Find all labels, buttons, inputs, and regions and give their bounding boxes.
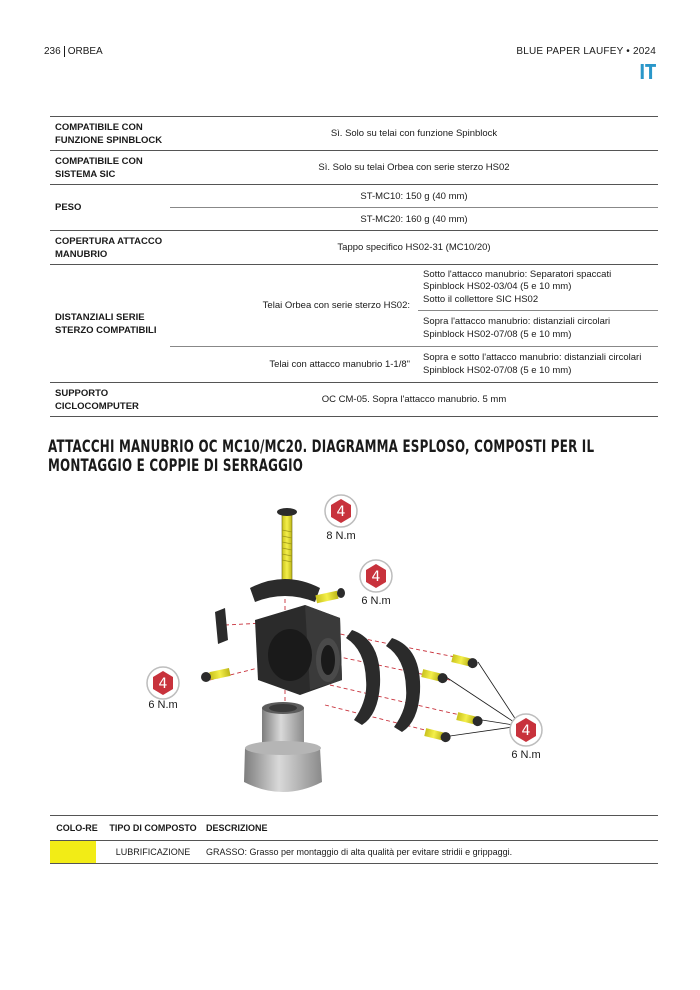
callout-upper-right — [360, 560, 392, 607]
spec-value: ST-MC20: 160 g (40 mm) — [170, 208, 658, 231]
spec-line: Sotto l'attacco manubrio: Separatori spaccati — [423, 268, 612, 280]
spec-line: Sotto il collettore SIC HS02 — [423, 293, 539, 305]
spec-value: Sì. Solo su telai con funzione Spinblock — [330, 128, 498, 139]
page-number: 236 — [44, 46, 61, 57]
spec-line: Sopra l'attacco manubrio: distanziali circolari — [423, 316, 611, 327]
callout-num: 4 — [371, 569, 381, 585]
grease-swatch — [50, 841, 96, 863]
legend-header-desc: DESCRIZIONE — [206, 823, 268, 833]
callout-torque: 6 N.m — [361, 595, 391, 607]
legend-color-swatch — [50, 841, 104, 864]
spec-label: DISTANZIALI SERIE STERZO COMPATIBILI — [55, 311, 157, 336]
page-header-left — [44, 46, 103, 57]
callout-right — [510, 714, 542, 761]
spec-line: Sopra e sotto l'attacco manubrio: distanziali circolari — [423, 352, 642, 363]
callout-torque: 6 N.m — [148, 699, 178, 711]
clamp-bolts — [421, 653, 484, 743]
spec-value: OC CM-05. Sopra l'attacco manubrio. 5 mm — [321, 394, 507, 405]
spec-row-sic — [50, 151, 658, 185]
callout-num: 4 — [158, 676, 168, 692]
callout-torque: 8 N.m — [326, 530, 356, 542]
side-bolt-upper — [315, 588, 345, 603]
stem-body — [255, 605, 342, 695]
spec-label: COMPATIBILE CON SISTEMA SIC — [55, 155, 143, 180]
header-divider — [64, 46, 65, 57]
spec-value: ST-MC10: 150 g (40 mm) — [360, 190, 468, 202]
brand-name: ORBEA — [67, 46, 103, 57]
spec-table — [50, 116, 658, 417]
spec-sub-above — [418, 311, 658, 347]
spec-line: Spinblock HS02-07/08 (5 e 10 mm) — [423, 328, 572, 340]
callout-num: 4 — [336, 504, 346, 520]
spec-line: Spinblock HS02-07/08 (5 e 10 mm) — [423, 364, 572, 376]
legend-type: LUBRIFICAZIONE — [115, 847, 191, 857]
spec-row-computer — [50, 383, 658, 417]
legend-desc: GRASSO: Grasso per montaggio di alta qualità per evitare stridii e grippaggi. — [206, 847, 513, 857]
legend-header-row — [50, 816, 658, 841]
spec-label: SUPPORTO CICLOCOMPUTER — [55, 387, 139, 412]
callout-top — [325, 495, 357, 542]
spec-value: Sì. Solo su telai Orbea con serie sterzo HS02 — [318, 162, 510, 173]
spec-sub-both — [418, 347, 658, 383]
callout-left — [147, 667, 179, 711]
spec-label: PESO — [55, 202, 82, 213]
clamp-half-2 — [386, 638, 420, 732]
callout-torque: 6 N.m — [511, 749, 541, 761]
language-code: IT — [639, 60, 656, 84]
spec-frame: Telai con attacco manubrio 1-1/8" — [170, 347, 418, 383]
spec-label: COPERTURA ATTACCO MANUBRIO — [55, 235, 163, 260]
exploded-diagram — [130, 490, 580, 800]
top-cap — [250, 579, 320, 602]
spec-row-spacers — [50, 265, 658, 311]
spec-value: Tappo specifico HS02-31 (MC10/20) — [337, 242, 491, 253]
compound-legend-table — [50, 815, 658, 864]
doc-title: BLUE PAPER LAUFEY • 2024 — [516, 46, 656, 57]
spec-line: Spinblock HS02-03/04 (5 e 10 mm) — [423, 281, 572, 293]
exploded-diagram-svg — [130, 490, 580, 800]
spec-frame: Telai Orbea con serie sterzo HS02: — [262, 300, 410, 311]
section-title: ATTACCHI MANUBRIO OC MC10/MC20. DIAGRAMMA ESPLOSO, COMPOSTI PER IL MONTAGGIO E COPPIE DI SERRAGGIO — [48, 437, 595, 476]
left-plate — [215, 608, 228, 644]
spec-sub-below — [418, 265, 658, 311]
legend-header-type: TIPO DI COMPOSTO — [109, 823, 197, 833]
spec-row-peso — [50, 185, 658, 208]
legend-row — [50, 841, 658, 864]
spec-row-spinblock — [50, 117, 658, 151]
legend-header-color: COLO-RE — [56, 823, 98, 833]
steerer-tube — [244, 702, 322, 792]
leader-lines — [446, 662, 520, 736]
top-bolt — [277, 508, 297, 584]
spec-label: COMPATIBILE CON FUNZIONE SPINBLOCK — [55, 121, 163, 146]
clamp-half-1 — [346, 630, 380, 725]
side-bolt-left — [201, 668, 231, 682]
spec-row-cover — [50, 231, 658, 265]
callout-num: 4 — [521, 723, 531, 739]
